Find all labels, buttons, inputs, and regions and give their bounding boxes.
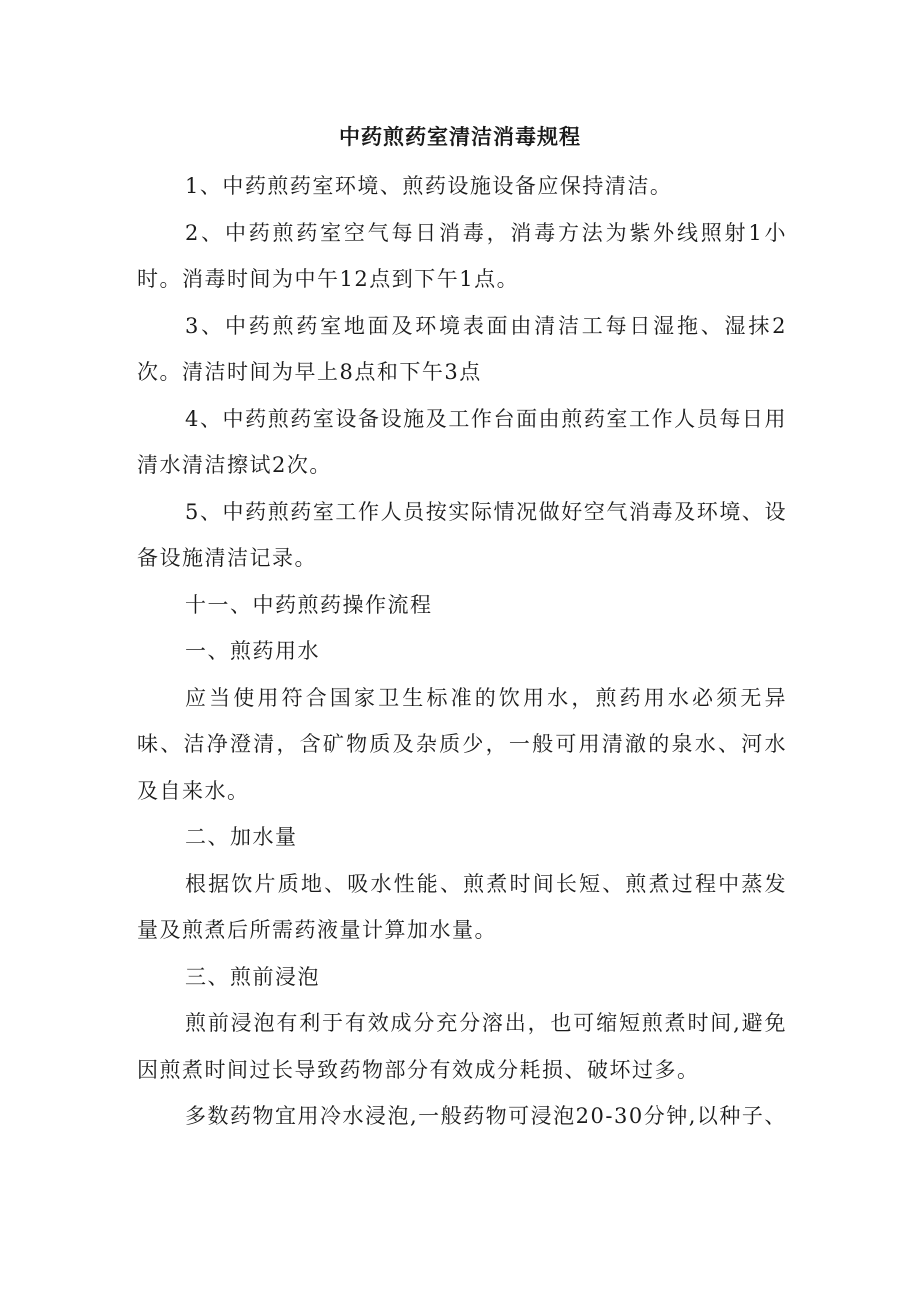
subheading-water-amount: 二、加水量 <box>185 825 298 849</box>
section-heading-decoction-process: 十一、中药煎药操作流程 <box>185 592 433 617</box>
paragraph-cleanliness: 1、中药煎药室环境、煎药设施设备应保持清洁。 <box>185 174 673 198</box>
paragraph-water-amount: 根据饮片质地、吸水性能、煎煮时间长短、煎煮过程中蒸发量及煎煮后所需药液量计算加水量。 <box>137 871 787 942</box>
paragraph-floor-cleaning: 3、中药煎药室地面及环境表面由清洁工每日湿拖、湿抹2次。清洁时间为早上8点和下午3点 <box>137 313 787 384</box>
paragraph-equipment-cleaning: 4、中药煎药室设备设施及工作台面由煎药室工作人员每日用清水清洁擦试2次。 <box>137 406 787 477</box>
paragraph-water: 应当使用符合国家卫生标准的饮用水，煎药用水必须无异味、洁净澄清，含矿物质及杂质少，一般可用清澈的泉水、河水及自来水。 <box>137 685 787 803</box>
document-title: 中药煎药室清洁消毒规程 <box>339 124 581 149</box>
paragraph-soaking: 煎前浸泡有利于有效成分充分溶出，也可缩短煎煮时间,避免因煎煮时间过长导致药物部分有效成分耗损、破坏过多。 <box>137 1011 787 1082</box>
subheading-water: 一、煎药用水 <box>185 639 320 663</box>
subheading-soaking: 三、煎前浸泡 <box>185 964 320 989</box>
document-body <box>137 163 787 1140</box>
paragraph-records: 5、中药煎药室工作人员按实际情况做好空气消毒及环境、设备设施清洁记录。 <box>137 499 787 570</box>
paragraph-air-disinfection: 2、中药煎药室空气每日消毒，消毒方法为紫外线照射1小时。消毒时间为中午12点到下午1点。 <box>137 220 787 291</box>
paragraph-soaking-continued: 多数药物宜用冷水浸泡,一般药物可浸泡20-30分钟,以种子、 <box>185 1104 787 1128</box>
